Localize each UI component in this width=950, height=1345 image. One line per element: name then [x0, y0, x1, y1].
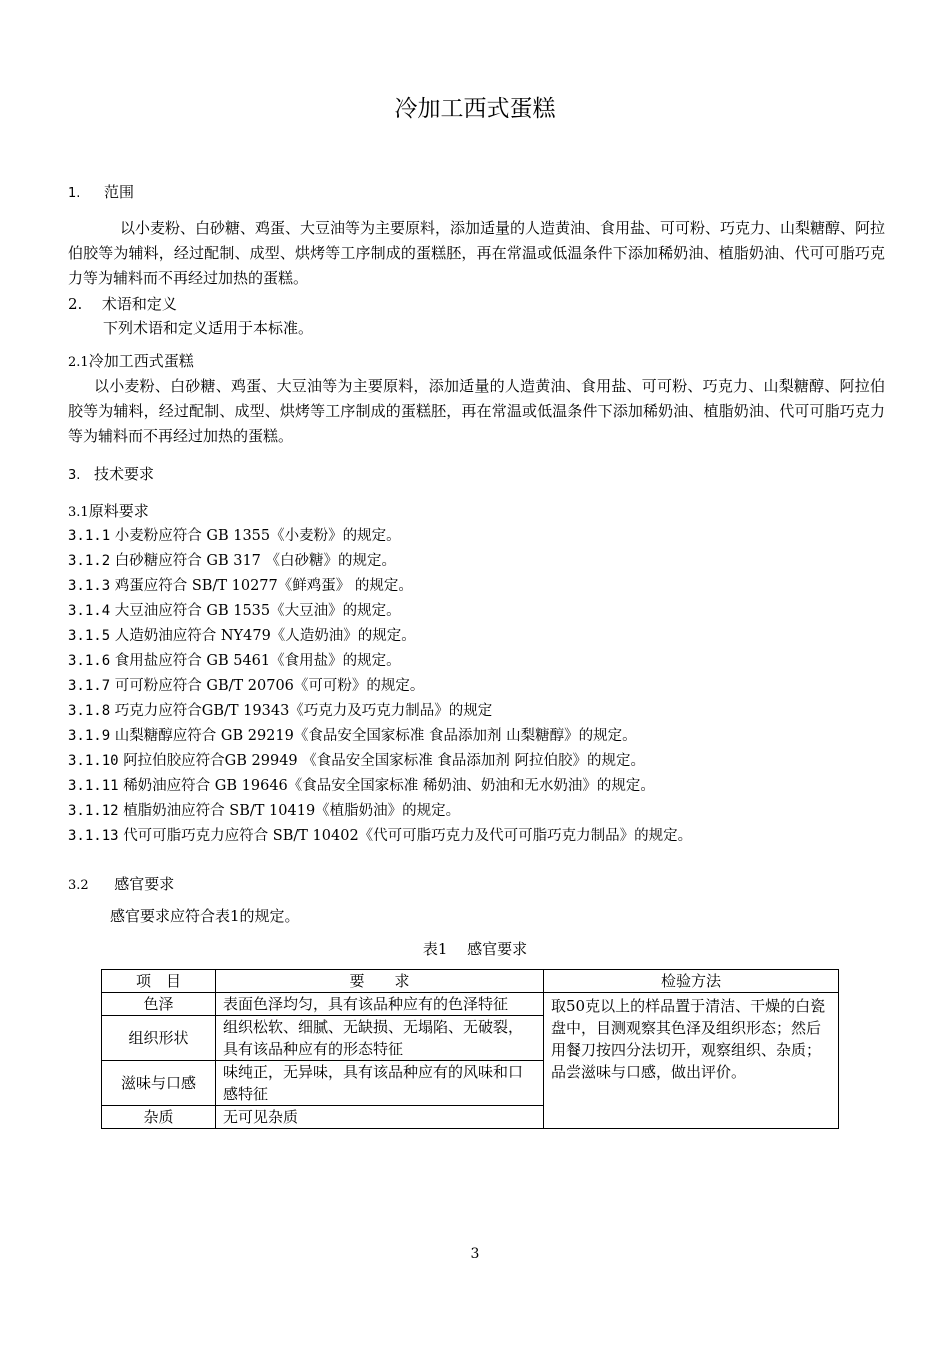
section-3-2-heading: [68, 873, 174, 897]
list-item-number: 3.1.2: [68, 553, 111, 569]
list-item: [68, 625, 416, 647]
list-item-number: 3.1.8: [68, 703, 111, 719]
list-item: [68, 600, 401, 622]
list-item-number: 3.1.13: [68, 828, 119, 844]
list-item: [68, 575, 413, 597]
section-2-intro: 下列术语和定义适用于本标准。: [103, 319, 314, 337]
table-cell-item: 组织形状: [102, 1016, 216, 1061]
list-item: [68, 700, 492, 722]
list-item-number: 3.1.6: [68, 653, 111, 669]
table-cell-requirement: 无可见杂质: [216, 1106, 544, 1129]
sensory-requirements-table: [101, 969, 839, 1129]
section-3-heading: [68, 463, 154, 487]
section-2-title: 术语和定义: [101, 295, 177, 313]
list-item-number: 3.1.11: [68, 778, 119, 794]
list-item-text: 巧克力应符合GB/T 19343《巧克力及巧克力制品》的规定: [114, 703, 493, 719]
table-cell-item: 杂质: [102, 1106, 216, 1129]
table-cell-method: 取50克以上的样品置于清洁、干燥的白瓷盘中，目测观察其色泽及组织形态；然后用餐刀按四分法切开，观察组织、杂质；品尝滋味与口感，做出评价。: [544, 993, 839, 1129]
table-cell-item: 滋味与口感: [102, 1061, 216, 1106]
table-row: [102, 993, 839, 1016]
section-3-number: 3.: [68, 468, 81, 483]
document-title: 冷加工西式蛋糕: [394, 96, 556, 122]
list-item-text: 白砂糖应符合 GB 317 《白砂糖》的规定。: [114, 553, 397, 569]
section-1-heading: [68, 181, 134, 205]
page-number: 3: [470, 1246, 480, 1262]
list-item-text: 小麦粉应符合 GB 1355《小麦粉》的规定。: [114, 528, 401, 544]
table-caption: 表1 感官要求: [422, 940, 528, 958]
section-3-2-title: 感官要求: [114, 875, 175, 893]
list-item: [68, 825, 692, 847]
section-3-title: 技术要求: [93, 465, 154, 483]
section-1-body: 以小麦粉、白砂糖、鸡蛋、大豆油等为主要原料，添加适量的人造黄油、食用盐、可可粉、巧克力、山梨糖醇、阿拉伯胶等为辅料，经过配制、成型、烘烤等工序制成的蛋糕胚，再在常温或低温条件下添加稀奶油、植脂奶油、代可可脂巧克力等为辅料而不再经过加热的蛋糕。: [68, 219, 886, 287]
table-cell-requirement: 组织松软、细腻、无缺损、无塌陷、无破裂，具有该品种应有的形态特征: [216, 1016, 544, 1061]
section-3-1-heading: [68, 500, 149, 524]
section-1-title: 范围: [103, 183, 134, 201]
list-item-text: 可可粉应符合 GB/T 20706《可可粉》的规定。: [114, 678, 425, 694]
list-item-text: 人造奶油应符合 NY479《人造奶油》的规定。: [114, 628, 416, 644]
table-cell-requirement: 表面色泽均匀，具有该品种应有的色泽特征: [216, 993, 544, 1016]
list-item-text: 大豆油应符合 GB 1535《大豆油》的规定。: [114, 603, 401, 619]
table-header-item: 项 目: [102, 970, 216, 993]
list-item-number: 3.1.5: [68, 628, 111, 644]
list-item: [68, 675, 424, 697]
list-item-number: 3.1.10: [68, 753, 119, 769]
list-item: [68, 750, 645, 772]
section-2-1-body: 以小麦粉、白砂糖、鸡蛋、大豆油等为主要原料，添加适量的人造黄油、食用盐、可可粉、巧克力、山梨糖醇、阿拉伯胶等为辅料，经过配制、成型、烘烤等工序制成的蛋糕胚，再在常温或低温条件下添加稀奶油、植脂奶油、代可可脂巧克力等为辅料而不再经过加热的蛋糕。: [68, 377, 885, 445]
table-cell-requirement: 味纯正，无异味，具有该品种应有的风味和口感特征: [216, 1061, 544, 1106]
list-item-number: 3.1.9: [68, 728, 111, 744]
list-item-text: 鸡蛋应符合 SB/T 10277《鲜鸡蛋》 的规定。: [114, 578, 413, 594]
list-item-text: 山梨糖醇应符合 GB 29219《食品安全国家标准 食品添加剂 山梨糖醇》的规定。: [114, 728, 637, 744]
section-1-number: 1.: [68, 186, 81, 201]
list-item-number: 3.1.12: [68, 803, 119, 819]
section-2-1-number: 2.1: [68, 355, 89, 370]
list-item: [68, 650, 401, 672]
list-item-number: 3.1.7: [68, 678, 111, 694]
table-cell-item: 色泽: [102, 993, 216, 1016]
list-item-text: 代可可脂巧克力应符合 SB/T 10402《代可可脂巧克力及代可可脂巧克力制品》的规定。: [123, 828, 693, 844]
list-item-number: 3.1.4: [68, 603, 111, 619]
table-header-row: [102, 970, 839, 993]
list-item-text: 食用盐应符合 GB 5461《食用盐》的规定。: [114, 653, 401, 669]
list-item: [68, 800, 460, 822]
section-2-number: 2.: [68, 295, 83, 313]
section-3-2-number: 3.2: [68, 878, 89, 893]
table-header-method: 检验方法: [544, 970, 839, 993]
section-3-2-intro: 感官要求应符合表1的规定。: [110, 907, 300, 925]
list-item: [68, 775, 655, 797]
list-item: [68, 525, 401, 547]
section-2-heading: [68, 293, 177, 315]
table-header-requirement: 要 求: [216, 970, 544, 993]
list-item: [68, 550, 396, 572]
section-3-1-number: 3.1: [68, 505, 89, 520]
section-2-1-title: 冷加工西式蛋糕: [88, 352, 194, 370]
list-item-text: 植脂奶油应符合 SB/T 10419《植脂奶油》的规定。: [123, 803, 461, 819]
list-item-text: 稀奶油应符合 GB 19646《食品安全国家标准 稀奶油、奶油和无水奶油》的规定。: [123, 778, 655, 794]
section-2-1-heading: [68, 350, 194, 374]
list-item-text: 阿拉伯胶应符合GB 29949 《食品安全国家标准 食品添加剂 阿拉伯胶》的规定。: [123, 753, 645, 769]
section-3-1-title: 原料要求: [88, 502, 149, 520]
list-item: [68, 725, 637, 747]
list-item-number: 3.1.1: [68, 528, 111, 544]
list-item-number: 3.1.3: [68, 578, 111, 594]
